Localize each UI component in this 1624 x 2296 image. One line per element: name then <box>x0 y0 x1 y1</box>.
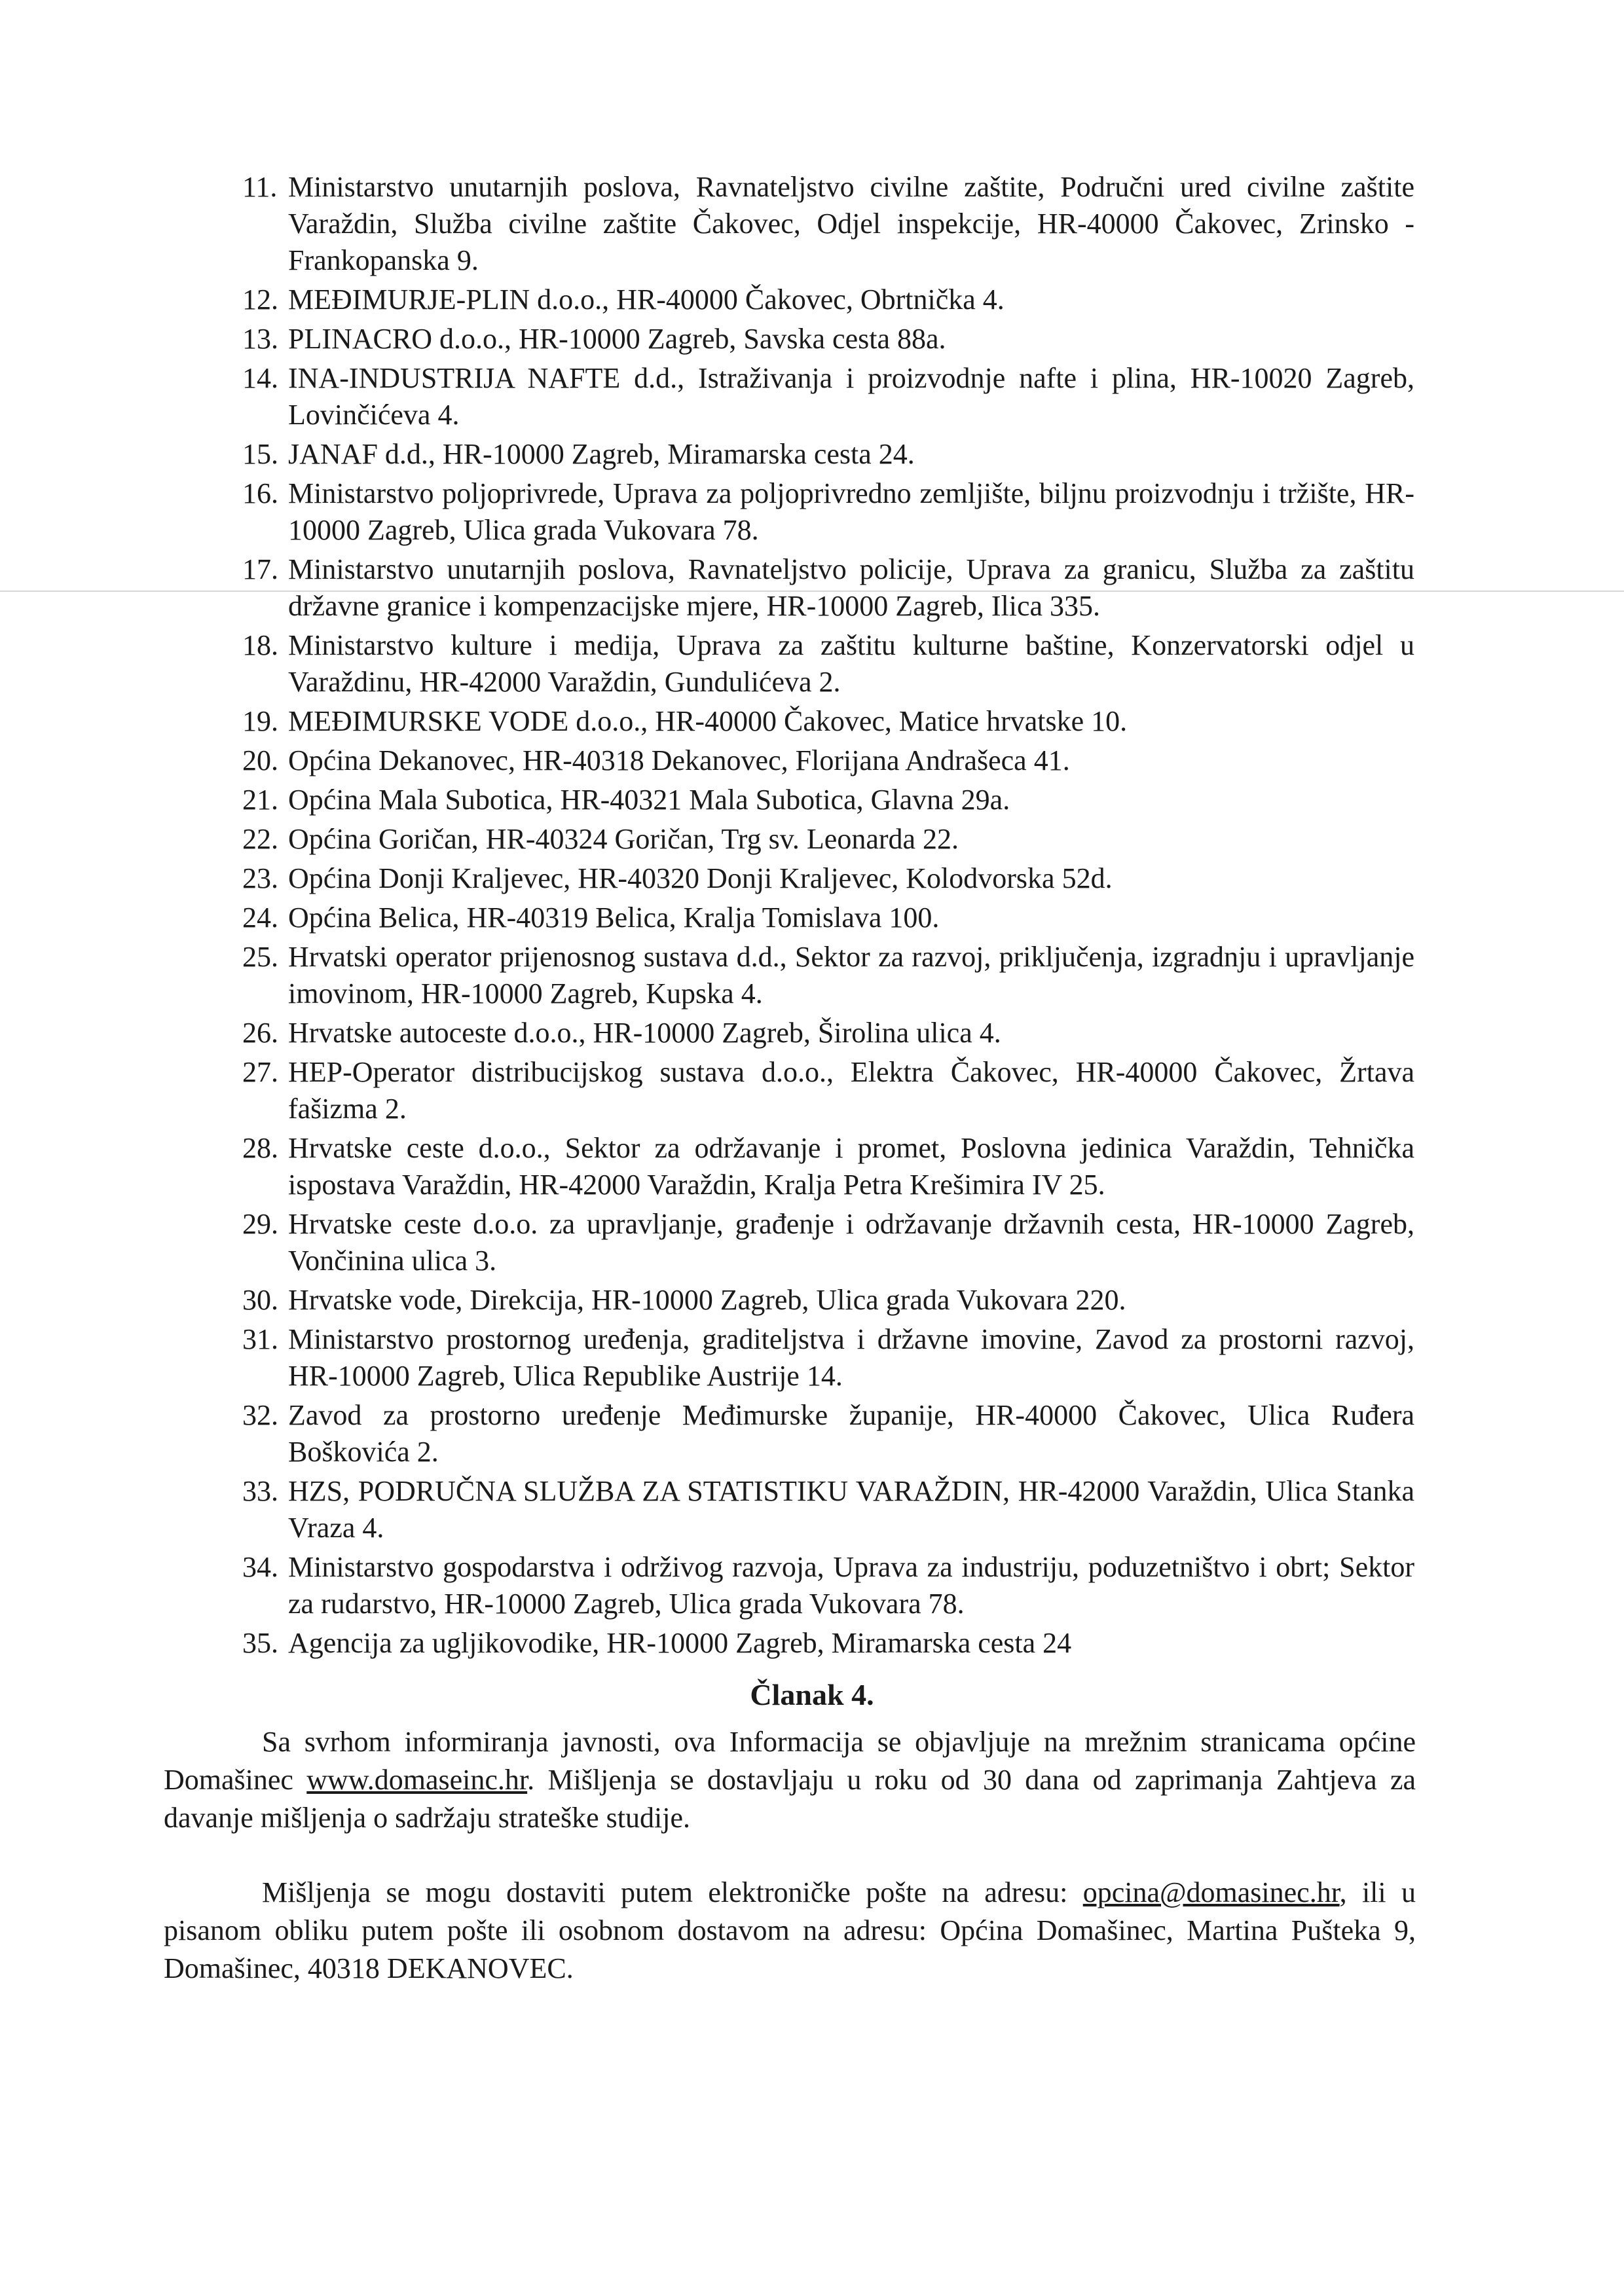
item-text: PLINACRO d.o.o., HR-10000 Zagreb, Savska cesta 88a. <box>288 323 946 355</box>
paragraph-text: . Mišljenja se dostavljaju u roku od 30 dana od zaprimanja Zahtjeva za davanje mišljenja o sadržaju strateške studije. <box>164 1764 1416 1834</box>
item-number: 24. <box>242 902 278 934</box>
email-link[interactable]: opcina@domasinec.hr <box>1082 1876 1340 1908</box>
item-number: 27. <box>242 1056 278 1088</box>
item-text: Ministarstvo gospodarstva i održivog razvoja, Uprava za industriju, poduzetništvo i obrt; Sektor za rudarstvo, HR-10000 Zagreb, Ulica grada Vukovara 78. <box>288 1551 1414 1620</box>
item-number: 20. <box>242 744 278 776</box>
item-number: 11. <box>242 171 278 203</box>
website-link[interactable]: www.domaseinc.hr <box>306 1764 528 1796</box>
item-text: INA-INDUSTRIJA NAFTE d.d., Istraživanja i proizvodnje nafte i plina, HR-10020 Zagreb, Lovinčićeva 4. <box>288 362 1414 431</box>
item-number: 14. <box>242 362 278 394</box>
item-number: 13. <box>242 323 278 355</box>
list-item <box>242 1625 1414 1662</box>
list-item <box>242 1054 1414 1127</box>
item-text: Hrvatski operator prijenosnog sustava d.d., Sektor za razvoj, priključenja, izgradnju i upravljanje imovinom, HR-10000 Zagreb, Kupska 4. <box>288 941 1414 1010</box>
item-text: Zavod za prostorno uređenje Međimurske županije, HR-40000 Čakovec, Ulica Ruđera Boškovića 2. <box>288 1399 1414 1468</box>
list-item <box>242 475 1414 549</box>
item-text: Ministarstvo unutarnjih poslova, Ravnateljstvo policije, Uprava za granicu, Služba za zaštitu državne granice i kompenzacijske mjere, HR-10000 Zagreb, Ilica 335. <box>288 553 1414 622</box>
list-item <box>242 551 1414 625</box>
paragraph-text: Mišljenja se mogu dostaviti putem elektroničke pošte na adresu: <box>262 1876 1083 1908</box>
item-text: MEĐIMURSKE VODE d.o.o., HR-40000 Čakovec, Matice hrvatske 10. <box>288 705 1128 737</box>
item-number: 23. <box>242 862 278 894</box>
item-text: Hrvatske ceste d.o.o., Sektor za održavanje i promet, Poslovna jedinica Varaždin, Tehnička ispostava Varaždin, HR-42000 Varaždin, Kralja Petra Krešimira IV 25. <box>288 1132 1414 1201</box>
item-number: 26. <box>242 1017 278 1049</box>
item-text: Ministarstvo prostornog uređenja, graditeljstva i državne imovine, Zavod za prostorni razvoj, HR-10000 Zagreb, Ulica Republike Austrije 14. <box>288 1323 1414 1392</box>
publication-paragraph <box>164 1723 1416 1837</box>
item-number: 28. <box>242 1132 278 1164</box>
item-number: 17. <box>242 553 278 585</box>
item-text: Ministarstvo unutarnjih poslova, Ravnateljstvo civilne zaštite, Područni ured civilne zaštite Varaždin, Služba civilne zaštite Čakovec, Odjel inspekcije, HR-40000 Čakovec, Zrinsko - Frankopanska 9. <box>288 171 1414 276</box>
item-number: 19. <box>242 705 278 737</box>
item-text: Općina Belica, HR-40319 Belica, Kralja Tomislava 100. <box>288 902 940 934</box>
list-item <box>242 169 1414 279</box>
list-item <box>242 782 1414 818</box>
recipient-list <box>242 169 1414 1664</box>
item-text: Općina Dekanovec, HR-40318 Dekanovec, Florijana Andrašeca 41. <box>288 744 1070 776</box>
item-text: JANAF d.d., HR-10000 Zagreb, Miramarska cesta 24. <box>288 438 915 470</box>
item-number: 16. <box>242 477 278 509</box>
list-item <box>242 1130 1414 1203</box>
list-item <box>242 360 1414 433</box>
list-item <box>242 1206 1414 1279</box>
list-item <box>242 321 1414 357</box>
item-text: Hrvatske vode, Direkcija, HR-10000 Zagreb, Ulica grada Vukovara 220. <box>288 1284 1126 1316</box>
paragraph-text: Sa svrhom informiranja javnosti, ova Informacija se objavljuje na mrežnim stranicama općine Domašinec <box>164 1726 1416 1796</box>
item-number: 25. <box>242 941 278 973</box>
item-number: 32. <box>242 1399 278 1431</box>
item-text: Hrvatske autoceste d.o.o., HR-10000 Zagreb, Širolina ulica 4. <box>288 1017 1001 1049</box>
list-item <box>242 939 1414 1012</box>
list-item <box>242 1282 1414 1319</box>
item-text: Hrvatske ceste d.o.o. za upravljanje, građenje i održavanje državnih cesta, HR-10000 Zagreb, Vončinina ulica 3. <box>288 1208 1414 1277</box>
item-number: 21. <box>242 784 278 816</box>
item-number: 12. <box>242 283 278 316</box>
item-text: MEĐIMURJE-PLIN d.o.o., HR-40000 Čakovec, Obrtnička 4. <box>288 283 1005 316</box>
submission-paragraph <box>164 1874 1416 1988</box>
list-item <box>242 1473 1414 1546</box>
item-number: 15. <box>242 438 278 470</box>
list-item <box>242 900 1414 936</box>
list-item <box>242 436 1414 473</box>
list-item <box>242 1321 1414 1394</box>
list-item <box>242 860 1414 897</box>
item-number: 33. <box>242 1475 278 1507</box>
item-text: Agencija za ugljikovodike, HR-10000 Zagreb, Miramarska cesta 24 <box>288 1627 1072 1659</box>
item-text: HZS, PODRUČNA SLUŽBA ZA STATISTIKU VARAŽDIN, HR-42000 Varaždin, Ulica Stanka Vraza 4. <box>288 1475 1414 1544</box>
list-item <box>242 742 1414 779</box>
item-number: 18. <box>242 629 278 661</box>
item-number: 22. <box>242 823 278 855</box>
paragraph-text: , ili u pisanom obliku putem pošte ili osobnom dostavom na adresu: Općina Domašinec, Martina Pušteka 9, Domašinec, 40318 DEKANOVEC. <box>164 1876 1416 1984</box>
item-number: 31. <box>242 1323 278 1355</box>
item-text: HEP-Operator distribucijskog sustava d.o.o., Elektra Čakovec, HR-40000 Čakovec, Žrtava fašizma 2. <box>288 1056 1414 1125</box>
list-item <box>242 1549 1414 1622</box>
item-text: Općina Donji Kraljevec, HR-40320 Donji Kraljevec, Kolodvorska 52d. <box>288 862 1113 894</box>
item-number: 30. <box>242 1284 278 1316</box>
list-item <box>242 627 1414 701</box>
item-text: Općina Goričan, HR-40324 Goričan, Trg sv. Leonarda 22. <box>288 823 959 855</box>
list-item <box>242 282 1414 318</box>
item-text: Ministarstvo kulture i medija, Uprava za zaštitu kulturne baštine, Konzervatorski odjel u Varaždinu, HR-42000 Varaždin, Gundulićeva 2. <box>288 629 1414 698</box>
list-item <box>242 1397 1414 1470</box>
list-item <box>242 703 1414 740</box>
item-text: Općina Mala Subotica, HR-40321 Mala Subotica, Glavna 29a. <box>288 784 1010 816</box>
list-item <box>242 1015 1414 1051</box>
list-item <box>242 821 1414 858</box>
item-text: Ministarstvo poljoprivrede, Uprava za poljoprivredno zemljište, biljnu proizvodnju i tržište, HR-10000 Zagreb, Ulica grada Vukovara 78. <box>288 477 1414 546</box>
item-number: 34. <box>242 1551 278 1583</box>
article-heading: Članak 4. <box>750 1678 874 1711</box>
item-number: 35. <box>242 1627 278 1659</box>
item-number: 29. <box>242 1208 278 1240</box>
